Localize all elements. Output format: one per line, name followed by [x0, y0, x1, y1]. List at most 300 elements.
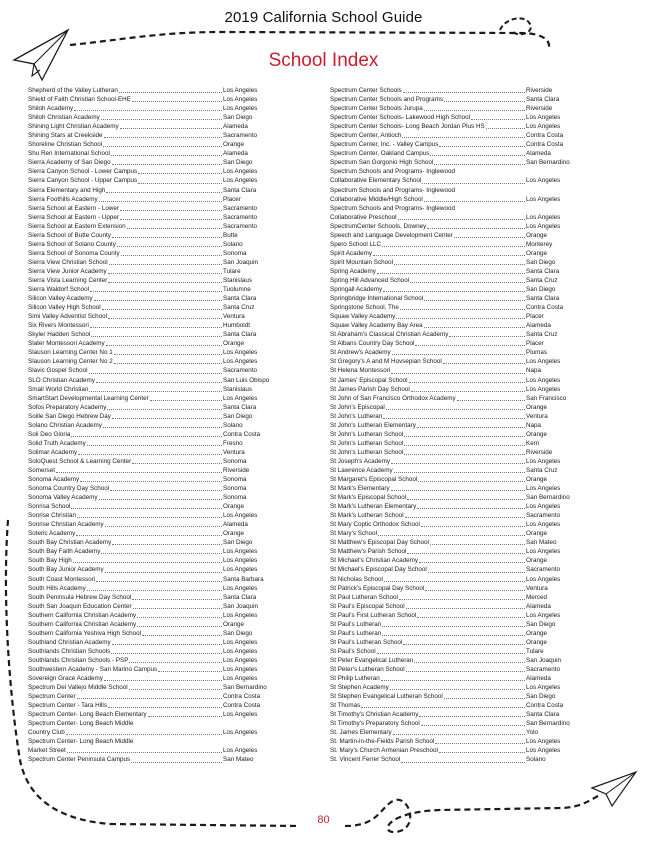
dot-leader — [96, 381, 222, 383]
school-name: Sierra Elementary and High — [28, 186, 106, 194]
county-name: Alameda — [526, 150, 551, 158]
county-name: Los Angeles — [223, 666, 258, 673]
index-entry — [28, 457, 294, 466]
county-name: Tulare — [526, 647, 544, 655]
index-entry — [28, 348, 294, 357]
county-name: Sonoma — [223, 457, 247, 465]
dot-leader — [361, 706, 525, 708]
county-name: Orange — [526, 403, 548, 411]
index-entry — [28, 674, 294, 683]
school-name: Six Rivers Montessori — [28, 322, 89, 330]
index-entry — [330, 403, 600, 412]
index-entry — [330, 421, 600, 430]
dot-leader — [107, 408, 222, 410]
dot-leader — [428, 571, 525, 573]
dot-leader — [133, 607, 222, 609]
school-name: Shining Light Christian Academy — [28, 123, 119, 131]
county-name: Los Angeles — [526, 123, 561, 131]
county-name: Alameda — [223, 521, 248, 529]
dot-leader — [443, 362, 525, 364]
index-entry — [28, 113, 294, 122]
county-name: Sacramento — [526, 666, 560, 673]
dot-leader — [134, 725, 222, 726]
school-name: Slavic Gospel School — [28, 367, 88, 375]
school-name: St Joseph's Academy — [330, 457, 391, 465]
school-name: South Coast Montessori — [28, 575, 96, 583]
dot-leader — [384, 580, 525, 582]
index-entry — [330, 394, 600, 403]
county-name: Placer — [526, 313, 544, 321]
school-name: Spectrum Center Schools- Lakewood High School — [330, 114, 471, 122]
school-name: South Bay High — [28, 557, 72, 565]
dot-leader — [390, 688, 525, 690]
dot-leader — [108, 706, 222, 708]
county-name: Sacramento — [526, 512, 560, 520]
dot-leader — [410, 281, 525, 283]
index-entry — [28, 520, 294, 529]
school-name: SoloQuest School & Learning Center — [28, 457, 132, 465]
school-name: Shepherd of the Valley Lutheran — [28, 87, 118, 94]
dot-leader — [109, 263, 222, 265]
school-name: Spring Hill Advanced School — [330, 276, 410, 284]
index-entry — [330, 502, 600, 511]
index-entry — [28, 611, 294, 620]
school-name: Small World Christian — [28, 385, 89, 393]
dot-leader — [148, 715, 222, 717]
county-name: Los Angeles — [223, 168, 258, 176]
index-entry — [330, 755, 600, 764]
dot-leader — [417, 616, 525, 618]
county-name: Orange — [526, 231, 548, 239]
dot-leader — [444, 100, 525, 102]
county-name: Tulare — [223, 267, 241, 275]
dot-leader — [439, 751, 525, 753]
county-name: San Joaquin — [223, 258, 259, 266]
index-column-left — [28, 86, 294, 765]
index-entry — [28, 701, 294, 710]
county-name: Los Angeles — [526, 575, 561, 583]
school-name: Shiloh Academy — [28, 105, 74, 113]
school-name: St Mary Coptic Orthodox School — [330, 521, 420, 529]
county-name: Los Angeles — [526, 503, 561, 511]
index-entry — [28, 439, 294, 448]
index-entry — [330, 529, 600, 538]
index-entry — [330, 231, 600, 240]
school-name: Southern California Christian Academy — [28, 611, 137, 619]
county-name: Los Angeles — [223, 656, 258, 664]
county-name: San Diego — [223, 539, 253, 547]
index-entry — [28, 394, 294, 403]
county-name: Sonoma — [223, 485, 247, 493]
index-entry — [28, 728, 294, 737]
school-name: Sierra School at Eastern Extension — [28, 222, 126, 230]
school-name: St Timothy's Preparatory School — [330, 720, 420, 728]
dot-leader — [454, 236, 525, 238]
index-entry — [28, 710, 294, 719]
school-name: Somerset — [28, 466, 55, 474]
dot-leader — [424, 200, 525, 202]
dot-leader — [142, 634, 222, 636]
school-name: Sierra Waldorf School — [28, 286, 90, 294]
county-name: Orange — [526, 557, 548, 565]
dot-leader — [418, 480, 525, 482]
school-name: Sovereign Grace Academy — [28, 675, 103, 683]
index-entry — [330, 412, 600, 421]
index-entry — [330, 95, 600, 104]
index-entry — [28, 204, 294, 213]
school-name: Slater Montessori Academy — [28, 340, 105, 348]
dot-leader — [381, 679, 525, 681]
county-name: Sacramento — [223, 367, 257, 375]
dot-leader — [110, 489, 222, 491]
school-name: Sierra Foothills Academy — [28, 195, 98, 203]
dot-leader — [90, 290, 222, 292]
dot-leader — [391, 489, 525, 491]
county-name: Santa Clara — [223, 403, 257, 411]
county-name: Contra Costa — [526, 141, 564, 149]
county-name: Santa Cruz — [526, 331, 558, 339]
county-name: Alameda — [223, 123, 248, 131]
index-entry — [330, 575, 600, 584]
index-entry — [28, 403, 294, 412]
index-entry — [330, 683, 600, 692]
dot-leader — [80, 480, 222, 482]
county-name: Los Angeles — [223, 557, 258, 565]
county-name: Santa Cruz — [223, 304, 255, 312]
index-entry — [28, 502, 294, 511]
county-name: San Luis Obispo — [223, 376, 270, 384]
dot-leader — [456, 192, 525, 193]
school-name: St Margaret's Episcopal School — [330, 476, 418, 484]
school-name: St James' Episcopal School — [330, 376, 408, 384]
index-entry — [28, 276, 294, 285]
index-entry — [330, 602, 600, 611]
index-entry — [28, 258, 294, 267]
school-name: St Patrick's Episcopal Day School — [330, 584, 425, 592]
school-name: St Paul's Lutheran School — [330, 638, 403, 646]
index-entry — [28, 376, 294, 385]
dot-leader — [417, 507, 525, 509]
index-entry — [28, 746, 294, 755]
dot-leader — [394, 263, 525, 265]
dot-leader — [102, 308, 222, 310]
index-entry — [330, 213, 600, 222]
school-name: Shu Ren International School — [28, 150, 110, 158]
page-number: 80 — [317, 814, 330, 826]
school-name: Sonrisa School — [28, 503, 71, 511]
county-name: Contra Costa — [526, 702, 564, 710]
dot-leader — [114, 362, 222, 364]
school-name: South Hills Academy — [28, 584, 86, 592]
county-name: Los Angeles — [223, 647, 258, 655]
index-entry — [28, 95, 294, 104]
index-entry — [28, 122, 294, 131]
county-name: Los Angeles — [526, 521, 561, 529]
county-name: Alameda — [526, 675, 551, 683]
index-entry — [28, 330, 294, 339]
dot-leader — [403, 643, 525, 645]
index-entry — [330, 249, 600, 258]
school-name: South Bay Christian Academy — [28, 539, 112, 547]
dot-leader — [404, 453, 525, 455]
index-entry — [28, 213, 294, 222]
school-name: Spectrum Center — [28, 693, 76, 701]
school-name: Speech and Language Development Center — [330, 231, 453, 239]
dot-leader — [99, 498, 222, 500]
county-name: Contra Costa — [526, 132, 564, 140]
school-name: Spectrum Schools and Programs- Inglewood — [330, 204, 455, 212]
county-name: Los Angeles — [223, 87, 258, 94]
index-entry — [28, 466, 294, 475]
dot-leader — [411, 390, 525, 392]
dot-leader — [373, 254, 525, 256]
school-name: Sierra View Junior Academy — [28, 267, 107, 275]
county-name: Santa Clara — [223, 593, 257, 601]
school-name: Solimar Academy — [28, 448, 77, 456]
county-name: Los Angeles — [223, 638, 258, 646]
dot-leader — [74, 109, 222, 111]
index-entry — [28, 131, 294, 140]
index-entry — [28, 593, 294, 602]
dot-leader — [402, 136, 525, 138]
school-name: South Bay Faith Academy — [28, 548, 101, 556]
dot-leader — [383, 417, 525, 419]
index-entry — [28, 538, 294, 547]
school-name: Spirit Mountain School — [330, 258, 394, 266]
school-name: St Paul Lutheran School — [330, 593, 398, 601]
school-name: Soteric Academy — [28, 530, 76, 538]
index-entry — [28, 475, 294, 484]
county-name: Yolo — [526, 729, 539, 737]
school-name: Soille San Diego Hebrew Day — [28, 412, 111, 420]
index-entry — [330, 493, 600, 502]
dot-leader — [112, 236, 222, 238]
index-entry — [330, 158, 600, 167]
school-name: Country Club — [28, 729, 65, 737]
dot-leader — [434, 163, 525, 165]
dot-leader — [131, 761, 222, 763]
county-name: Ventura — [526, 412, 548, 420]
index-entry — [330, 457, 600, 466]
county-name: Solano — [223, 421, 243, 429]
dot-leader — [108, 281, 222, 283]
index-entry — [330, 86, 600, 95]
school-name: Sonrise Christian — [28, 512, 76, 520]
school-name: St. Mary's Church Armenian Preschool — [330, 747, 438, 755]
index-entry — [28, 737, 294, 746]
dot-leader — [129, 661, 222, 663]
dot-leader — [382, 245, 525, 247]
index-column-right — [330, 86, 600, 765]
county-name: Los Angeles — [223, 711, 258, 719]
school-name: Sierra School at Eastern - Upper — [28, 213, 119, 221]
county-name: Santa Clara — [526, 96, 560, 104]
school-name: St. Vincent Ferrer School — [330, 756, 401, 764]
index-entry — [28, 294, 294, 303]
index-entry — [28, 421, 294, 430]
index-entry — [28, 529, 294, 538]
school-name: Spectrum Center Schools- Long Beach Jordan Plus HS — [330, 123, 485, 131]
index-entry — [28, 430, 294, 439]
school-name: Sonrise Christian Academy — [28, 521, 104, 529]
dot-leader — [137, 616, 222, 618]
index-entry — [330, 611, 600, 620]
dot-leader — [424, 109, 525, 111]
county-name: Santa Clara — [223, 295, 257, 303]
county-name: San Diego — [223, 412, 253, 420]
school-name: Spectrum Center - Tara Hills — [28, 702, 107, 710]
index-entry — [330, 376, 600, 385]
index-entry — [330, 656, 600, 665]
top-dashed-path — [70, 32, 549, 50]
dot-leader — [87, 589, 222, 591]
school-name: St. Martin-in-the-Fields Parish School — [330, 738, 435, 746]
school-name: Spectrum San Gorgonio High School — [330, 159, 434, 167]
dot-leader — [150, 399, 222, 401]
county-name: Riverside — [526, 448, 553, 456]
index-entry — [330, 348, 600, 357]
county-name: Tuolumne — [223, 286, 251, 294]
dot-leader — [106, 344, 222, 346]
school-name: Sierra View Christian School — [28, 258, 108, 266]
school-name: Southlands Christian Schools — [28, 647, 111, 655]
index-entry — [28, 665, 294, 674]
dot-leader — [101, 118, 222, 120]
county-name: Los Angeles — [526, 738, 561, 746]
school-name: Spectrum Center- Long Beach Elementary — [28, 711, 147, 719]
school-name: St Helena Montessori — [330, 367, 391, 375]
county-name: Orange — [223, 141, 245, 149]
county-name: Los Angeles — [223, 96, 258, 104]
index-entry — [28, 222, 294, 231]
county-name: Los Angeles — [223, 177, 258, 185]
dot-leader — [71, 435, 222, 437]
county-name: Sacramento — [526, 566, 560, 574]
index-entry — [28, 629, 294, 638]
dot-leader — [417, 426, 525, 428]
index-entry — [330, 719, 600, 728]
index-entry — [330, 484, 600, 493]
county-name: Santa Barbara — [223, 575, 264, 583]
dot-leader — [120, 218, 222, 220]
county-name: Los Angeles — [223, 747, 258, 755]
index-entry — [330, 692, 600, 701]
county-name: Los Angeles — [526, 195, 561, 203]
school-name: Soli Deo Gloria — [28, 430, 71, 438]
school-name: St John's Lutheran School — [330, 448, 404, 456]
dot-leader — [121, 254, 222, 256]
dot-leader — [486, 127, 525, 129]
school-name: SmartStart Developmental Learning Center — [28, 394, 149, 402]
index-entry — [28, 285, 294, 294]
dot-leader — [409, 381, 525, 383]
index-entry — [28, 755, 294, 764]
county-name: Alameda — [223, 150, 248, 158]
index-entry — [28, 176, 294, 185]
county-name: San Diego — [223, 114, 253, 122]
dot-leader — [71, 507, 222, 509]
index-entry — [28, 267, 294, 276]
index-entry — [28, 167, 294, 176]
school-name: Simi Valley Adventist School — [28, 313, 107, 321]
school-name: Sierra School of Butte County — [28, 231, 111, 239]
school-name: St Andrew's Academy — [330, 349, 391, 357]
dot-leader — [132, 598, 222, 600]
county-name: Los Angeles — [223, 729, 258, 737]
county-name: Los Angeles — [526, 548, 561, 556]
dot-leader — [430, 154, 525, 156]
school-name: St John's Episcopal — [330, 403, 385, 411]
dot-leader — [394, 471, 525, 473]
school-name: St John's Lutheran Elementary — [330, 421, 416, 429]
county-name: Orange — [223, 503, 245, 511]
index-entry — [28, 565, 294, 574]
county-name: Los Angeles — [223, 566, 258, 574]
dot-leader — [112, 543, 222, 545]
school-name: St Peter's Lutheran School — [330, 666, 405, 673]
school-name: St Paul's First Lutheran School — [330, 611, 417, 619]
dot-leader — [424, 299, 525, 301]
county-name: Los Angeles — [526, 457, 561, 465]
dot-leader — [119, 91, 222, 93]
index-entry — [330, 674, 600, 683]
dot-leader — [138, 182, 222, 184]
index-entry — [330, 240, 600, 249]
school-name: Southland Christian Academy — [28, 638, 111, 646]
school-name: Shield of Faith Christian School-EHE — [28, 96, 131, 104]
dot-leader — [419, 561, 525, 563]
dot-leader — [383, 290, 525, 292]
index-entry — [330, 520, 600, 529]
school-name: St James Parish Day School — [330, 385, 410, 393]
county-name: Orange — [526, 530, 548, 538]
school-name: St Michael's Christian Academy — [330, 557, 418, 565]
index-entry — [330, 357, 600, 366]
dot-leader — [104, 136, 222, 138]
dot-leader — [78, 453, 222, 455]
school-name: St Mark's Lutheran Elementary — [330, 503, 417, 511]
index-entry — [28, 412, 294, 421]
county-name: Sacramento — [223, 204, 257, 212]
county-name: San Diego — [526, 620, 556, 628]
index-entry — [330, 276, 600, 285]
index-entry — [330, 330, 600, 339]
county-name: San Mateo — [526, 539, 557, 547]
index-entry — [330, 122, 600, 131]
county-name: San Diego — [526, 258, 556, 266]
county-name: Los Angeles — [223, 675, 258, 683]
index-entry — [28, 385, 294, 394]
index-entry — [330, 728, 600, 737]
school-name: Spectrum Center- Long Beach Middle — [28, 738, 134, 746]
school-name: St Matthew's Episcopal Day School — [330, 539, 429, 547]
dot-leader — [457, 399, 525, 401]
county-name: Sacramento — [223, 132, 257, 140]
school-name: South Peninsula Hebrew Day School — [28, 593, 132, 601]
dot-leader — [386, 408, 525, 410]
dot-leader — [73, 561, 222, 563]
dot-leader — [56, 471, 222, 473]
dot-leader — [77, 697, 222, 699]
index-entry — [28, 620, 294, 629]
county-name: Stanislaus — [223, 385, 253, 393]
county-name: Monterey — [526, 240, 553, 248]
school-name: St John's Lutheran — [330, 412, 383, 420]
school-name: St Paul's Lutheran — [330, 620, 382, 628]
county-name: Merced — [526, 593, 547, 601]
county-name: Santa Clara — [526, 295, 560, 303]
county-name: Contra Costa — [223, 702, 261, 710]
